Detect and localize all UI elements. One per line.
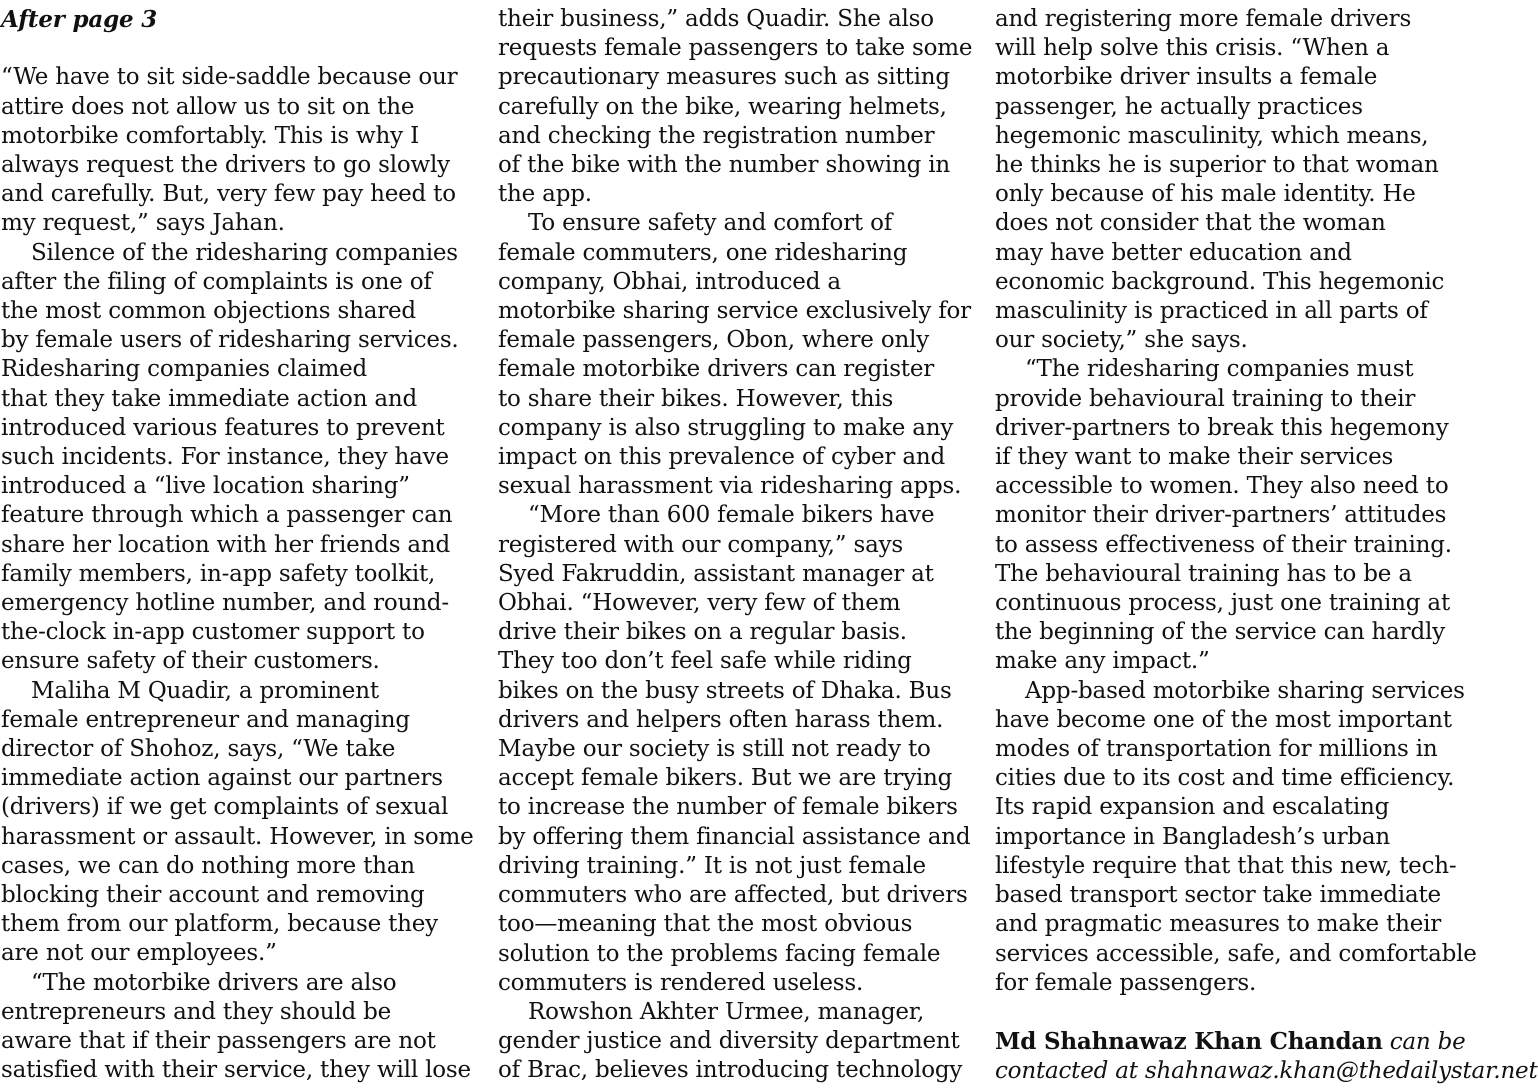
- text-line: cases, we can do nothing more than: [1, 852, 415, 879]
- text-line: if they want to make their services: [995, 444, 1394, 471]
- column-2: [498, 5, 973, 1086]
- text-line: emergency hotline number, and round-: [1, 590, 449, 617]
- text-line: and carefully. But, very few pay heed to: [1, 181, 456, 208]
- text-line: driver-partners to break this hegemony: [995, 414, 1449, 441]
- text-line: to assess effectiveness of their training.: [995, 531, 1452, 558]
- text-line: passenger, he actually practices: [995, 93, 1363, 120]
- text-line: App-based motorbike sharing services: [1025, 677, 1465, 704]
- text-line: for female passengers.: [995, 969, 1257, 996]
- author-byline: [995, 1027, 1538, 1086]
- text-line: aware that if their passengers are not: [1, 1028, 436, 1055]
- text-line: immediate action against our partners: [1, 765, 443, 792]
- text-line: continuous process, just one training at: [995, 590, 1450, 617]
- text-line: commuters is rendered useless.: [498, 969, 864, 996]
- text-line: female motorbike drivers can register: [498, 356, 935, 383]
- author-contact-text: can be: [1382, 1029, 1466, 1056]
- text-line: They too don’t feel safe while riding: [498, 648, 912, 675]
- text-line: the beginning of the service can hardly: [995, 619, 1445, 646]
- text-line: feature through which a passenger can: [1, 502, 453, 529]
- text-line: provide behavioural training to their: [995, 385, 1416, 412]
- article-paragraph: [1, 63, 461, 238]
- text-line: registered with our company,” says: [498, 531, 903, 558]
- text-line: “We have to sit side-saddle because our: [1, 64, 458, 91]
- text-line: gender justice and diversity department: [498, 1028, 960, 1055]
- kicker-label: After page 3: [1, 6, 158, 33]
- text-line: their business,” adds Quadir. She also: [498, 6, 934, 32]
- text-line: monitor their driver-partners’ attitudes: [995, 502, 1447, 529]
- text-line: masculinity is practiced in all parts of: [995, 298, 1428, 325]
- text-line: impact on this prevalence of cyber and: [498, 444, 945, 471]
- text-line: female entrepreneur and managing: [1, 706, 410, 733]
- article-paragraph: [498, 5, 973, 209]
- text-line: Its rapid expansion and escalating: [995, 794, 1390, 821]
- text-line: to share their bikes. However, this: [498, 385, 894, 412]
- text-line: female commuters, one ridesharing: [498, 239, 908, 266]
- text-line: lifestyle require that that this new, tech-: [995, 852, 1457, 879]
- text-line: based transport sector take immediate: [995, 882, 1441, 909]
- text-line: introduced various features to prevent: [1, 414, 445, 441]
- text-line: “The ridesharing companies must: [1025, 356, 1414, 383]
- text-line: only because of his male identity. He: [995, 181, 1416, 208]
- text-line: precautionary measures such as sitting: [498, 64, 950, 91]
- text-line: by offering them financial assistance and: [498, 823, 971, 850]
- article-paragraph: [498, 209, 971, 501]
- text-line: always request the drivers to go slowly: [1, 152, 450, 178]
- text-line: them from our platform, because they: [1, 911, 438, 938]
- text-line: modes of transportation for millions in: [995, 736, 1438, 763]
- text-line: such incidents. For instance, they have: [1, 444, 449, 471]
- text-line: does not consider that the woman: [995, 210, 1386, 237]
- text-line: cities due to its cost and time efficiency.: [995, 765, 1455, 792]
- article-paragraph: [995, 677, 1477, 998]
- text-line: motorbike comfortably. This is why I: [1, 122, 419, 149]
- text-line: The behavioural training has to be a: [995, 560, 1412, 587]
- text-line: driving training.” It is not just female: [498, 852, 926, 879]
- text-line: Obhai. “However, very few of them: [498, 590, 901, 617]
- article-paragraph: [1, 677, 474, 969]
- text-line: accept female bikers. But we are trying: [498, 765, 953, 792]
- article-paragraph: [498, 501, 971, 997]
- text-line: director of Shohoz, says, “We take: [1, 736, 396, 763]
- text-line: company, Obhai, introduced a: [498, 268, 841, 295]
- byline-line: [995, 1027, 1466, 1057]
- text-line: carefully on the bike, wearing helmets,: [498, 93, 947, 120]
- text-line: too—meaning that the most obvious: [498, 911, 913, 938]
- text-line: sexual harassment via ridesharing apps.: [498, 473, 962, 500]
- text-line: family members, in-app safety toolkit,: [1, 560, 436, 587]
- text-line: and pragmatic measures to make their: [995, 911, 1442, 938]
- article-paragraph: [995, 355, 1453, 676]
- text-line: our society,” she says.: [995, 327, 1248, 354]
- text-line: drive their bikes on a regular basis.: [498, 619, 907, 646]
- text-line: Silence of the ridesharing companies: [31, 239, 458, 266]
- text-line: the app.: [498, 181, 592, 208]
- spacer: [995, 998, 1453, 1027]
- author-name: Md Shahnawaz Khan Chandan: [995, 1028, 1383, 1056]
- text-line: harassment or assault. However, in some: [1, 823, 474, 850]
- text-line: of Brac, believes introducing technology: [498, 1057, 963, 1084]
- text-line: blocking their account and removing: [1, 882, 425, 909]
- text-line: motorbike sharing service exclusively for: [498, 298, 971, 325]
- text-line: and checking the registration number: [498, 122, 935, 149]
- text-line: commuters who are affected, but drivers: [498, 882, 968, 909]
- author-contact-email: contacted at shahnawaz.khan@thedailystar.net: [995, 1058, 1538, 1085]
- text-line: solution to the problems facing female: [498, 940, 941, 967]
- spacer: [1, 34, 461, 63]
- text-line: that they take immediate action and: [1, 385, 418, 412]
- text-line: hegemonic masculinity, which means,: [995, 122, 1429, 149]
- text-line: female passengers, Obon, where only: [498, 327, 930, 354]
- text-line: satisfied with their service, they will lose: [1, 1057, 471, 1084]
- text-line: introduced a “live location sharing”: [1, 473, 410, 500]
- article-paragraph: [1, 239, 461, 677]
- text-line: may have better education and: [995, 239, 1352, 266]
- text-line: Maliha M Quadir, a prominent: [31, 677, 379, 704]
- text-line: drivers and helpers often harass them.: [498, 706, 944, 733]
- text-line: requests female passengers to take some: [498, 35, 973, 62]
- text-line: services accessible, safe, and comfortable: [995, 940, 1477, 967]
- column-1: [1, 5, 474, 1086]
- text-line: to increase the number of female bikers: [498, 794, 958, 821]
- text-line: Ridesharing companies claimed: [1, 356, 368, 383]
- text-line: by female users of ridesharing services.: [1, 327, 459, 354]
- text-line: To ensure safety and comfort of: [528, 210, 893, 237]
- text-line: the most common objections shared: [1, 298, 416, 325]
- text-line: accessible to women. They also need to: [995, 473, 1449, 500]
- text-line: Syed Fakruddin, assistant manager at: [498, 560, 934, 587]
- text-line: company is also struggling to make any: [498, 414, 954, 441]
- text-line: have become one of the most important: [995, 706, 1452, 733]
- text-line: will help solve this crisis. “When a: [995, 35, 1390, 62]
- text-line: (drivers) if we get complaints of sexual: [1, 794, 449, 821]
- text-line: of the bike with the number showing in: [498, 152, 950, 179]
- text-line: make any impact.”: [995, 648, 1210, 675]
- text-line: Rowshon Akhter Urmee, manager,: [528, 998, 925, 1025]
- text-line: ensure safety of their customers.: [1, 648, 380, 675]
- text-line: bikes on the busy streets of Dhaka. Bus: [498, 677, 952, 704]
- text-line: the-clock in-app customer support to: [1, 619, 425, 646]
- text-line: are not our employees.”: [1, 940, 277, 967]
- text-line: motorbike driver insults a female: [995, 64, 1378, 91]
- text-line: “The motorbike drivers are also: [31, 969, 397, 996]
- column-3: [995, 5, 1538, 1087]
- text-line: “More than 600 female bikers have: [528, 502, 935, 529]
- text-line: he thinks he is superior to that woman: [995, 152, 1439, 179]
- text-line: Maybe our society is still not ready to: [498, 736, 931, 763]
- text-line: attire does not allow us to sit on the: [1, 93, 415, 120]
- text-line: share her location with her friends and: [1, 531, 451, 558]
- article-paragraph: [1, 969, 471, 1086]
- article-paragraph: [995, 5, 1453, 355]
- text-line: importance in Bangladesh’s urban: [995, 823, 1391, 850]
- text-line: entrepreneurs and they should be: [1, 998, 392, 1025]
- text-line: after the filing of complaints is one of: [1, 268, 432, 295]
- text-line: economic background. This hegemonic: [995, 268, 1445, 295]
- article-paragraph: [498, 998, 963, 1086]
- text-line: my request,” says Jahan.: [1, 210, 285, 237]
- text-line: and registering more female drivers: [995, 6, 1412, 32]
